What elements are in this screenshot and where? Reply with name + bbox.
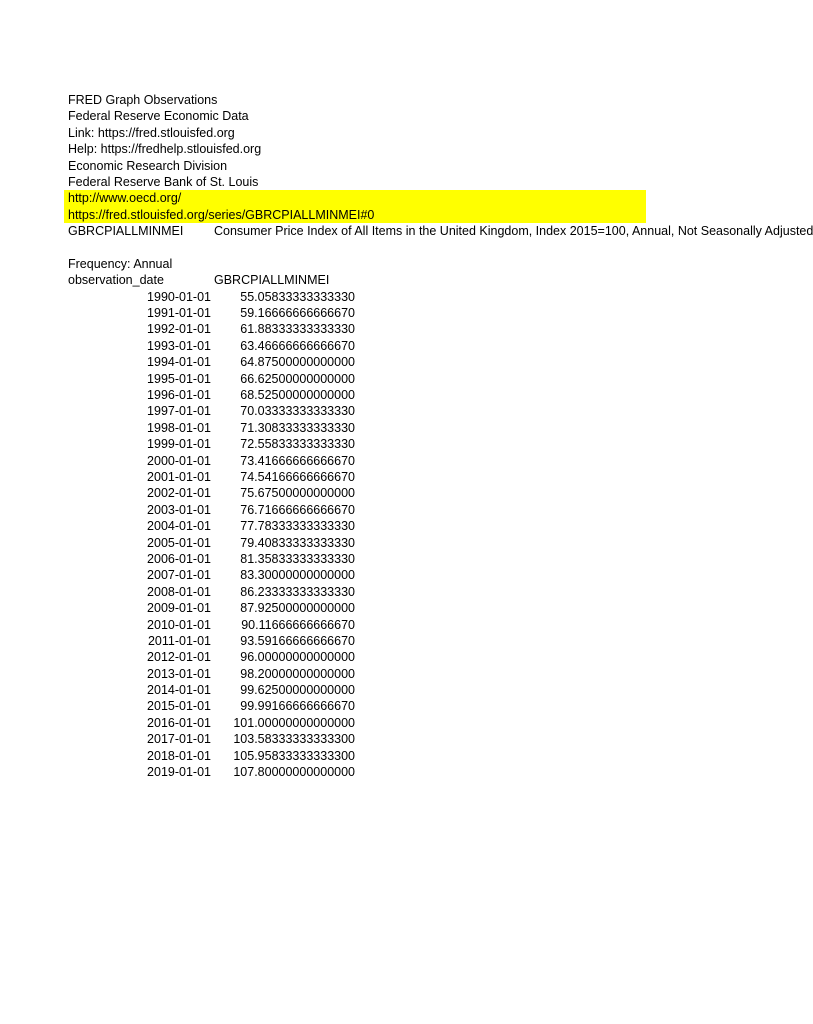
series-row bbox=[0, 223, 813, 239]
observation-value-cell: 79.40833333333330 bbox=[240, 535, 355, 550]
observation-date-cell: 2006-01-01 bbox=[147, 551, 211, 566]
blank-row bbox=[0, 240, 768, 256]
table-row bbox=[0, 420, 768, 436]
observation-date-cell: 2007-01-01 bbox=[147, 568, 211, 583]
source-name: Federal Reserve Economic Data bbox=[68, 109, 249, 124]
observation-date-cell: 1995-01-01 bbox=[147, 371, 211, 386]
observation-value-cell: 105.95833333333300 bbox=[233, 748, 355, 763]
observation-date-cell: 2003-01-01 bbox=[147, 502, 211, 517]
observation-value-cell: 63.46666666666670 bbox=[240, 338, 355, 353]
spreadsheet bbox=[0, 92, 813, 780]
observation-value-cell: 68.52500000000000 bbox=[240, 388, 355, 403]
table-row bbox=[0, 649, 768, 665]
observation-value-cell: 96.00000000000000 bbox=[240, 650, 355, 665]
observation-value-cell: 99.99166666666670 bbox=[240, 699, 355, 714]
observation-date-cell: 2017-01-01 bbox=[147, 732, 211, 747]
header-row bbox=[0, 174, 768, 190]
data-table-body bbox=[0, 289, 768, 781]
observation-date-cell: 1992-01-01 bbox=[147, 322, 211, 337]
observation-value-cell: 101.00000000000000 bbox=[233, 715, 355, 730]
observation-value-cell: 83.30000000000000 bbox=[240, 568, 355, 583]
sheet-title: FRED Graph Observations bbox=[68, 93, 218, 107]
observation-date-cell: 1996-01-01 bbox=[147, 388, 211, 403]
highlighted-row bbox=[0, 207, 768, 223]
help-text: Help: https://fredhelp.stlouisfed.org bbox=[68, 142, 262, 157]
table-row bbox=[0, 731, 768, 747]
column-header-date: observation_date bbox=[68, 273, 164, 288]
table-row bbox=[0, 469, 768, 485]
table-row bbox=[0, 502, 768, 518]
observation-value-cell: 99.62500000000000 bbox=[240, 683, 355, 698]
observation-date-cell: 2013-01-01 bbox=[147, 666, 211, 681]
frequency-text: Frequency: Annual bbox=[68, 256, 173, 271]
table-row bbox=[0, 682, 768, 698]
observation-date-cell: 2016-01-01 bbox=[147, 715, 211, 730]
observation-value-cell: 61.88333333333330 bbox=[240, 322, 355, 337]
observation-date-cell: 2005-01-01 bbox=[147, 535, 211, 550]
bank-text: Federal Reserve Bank of St. Louis bbox=[68, 174, 259, 189]
table-row bbox=[0, 338, 768, 354]
observation-value-cell: 90.11666666666670 bbox=[241, 617, 355, 632]
observation-value-cell: 64.87500000000000 bbox=[240, 355, 355, 370]
observation-value-cell: 76.71666666666670 bbox=[240, 502, 355, 517]
observation-value-cell: 59.16666666666670 bbox=[240, 306, 355, 321]
observation-value-cell: 55.05833333333330 bbox=[240, 289, 355, 304]
table-row bbox=[0, 289, 768, 305]
column-header-value: GBRCPIALLMINMEI bbox=[214, 273, 330, 288]
highlighted-row bbox=[0, 190, 768, 206]
observation-date-cell: 2008-01-01 bbox=[147, 584, 211, 599]
observation-value-cell: 73.41666666666670 bbox=[240, 453, 355, 468]
observation-date-cell: 2009-01-01 bbox=[147, 601, 211, 616]
observation-value-cell: 86.23333333333330 bbox=[240, 584, 355, 599]
observation-date-cell: 2002-01-01 bbox=[147, 486, 211, 501]
observation-date-cell: 2015-01-01 bbox=[147, 699, 211, 714]
observation-value-cell: 70.03333333333330 bbox=[240, 404, 355, 419]
table-row bbox=[0, 764, 768, 780]
table-row bbox=[0, 387, 768, 403]
observation-value-cell: 98.20000000000000 bbox=[240, 666, 355, 681]
series-description: Consumer Price Index of All Items in the United Kingdom, Index 2015=100, Annual, Not Seasonally Adjusted bbox=[214, 224, 813, 239]
table-row bbox=[0, 321, 768, 337]
observation-value-cell: 77.78333333333330 bbox=[240, 519, 355, 534]
observation-date-cell: 1991-01-01 bbox=[147, 306, 211, 321]
observation-value-cell: 66.62500000000000 bbox=[240, 371, 355, 386]
table-row bbox=[0, 371, 768, 387]
table-header-row bbox=[0, 272, 768, 288]
observation-date-cell: 2014-01-01 bbox=[147, 683, 211, 698]
table-row bbox=[0, 305, 768, 321]
table-row bbox=[0, 518, 768, 534]
division-text: Economic Research Division bbox=[68, 158, 228, 173]
observation-date-cell: 1997-01-01 bbox=[147, 404, 211, 419]
header-row bbox=[0, 125, 768, 141]
observation-value-cell: 87.92500000000000 bbox=[240, 601, 355, 616]
table-row bbox=[0, 666, 768, 682]
observation-date-cell: 2004-01-01 bbox=[147, 519, 211, 534]
observation-date-cell: 2011-01-01 bbox=[147, 633, 211, 648]
observation-value-cell: 107.80000000000000 bbox=[233, 765, 355, 780]
header-row bbox=[0, 141, 768, 157]
series-id: GBRCPIALLMINMEI bbox=[68, 224, 184, 239]
header-row bbox=[0, 158, 768, 174]
table-row bbox=[0, 535, 768, 551]
observation-date-cell: 2010-01-01 bbox=[147, 617, 211, 632]
observation-value-cell: 81.35833333333330 bbox=[240, 551, 355, 566]
table-row bbox=[0, 748, 768, 764]
observation-value-cell: 103.58333333333300 bbox=[233, 732, 355, 747]
table-row bbox=[0, 485, 768, 501]
observation-date-cell: 1990-01-01 bbox=[147, 289, 211, 304]
table-row bbox=[0, 584, 768, 600]
header-row bbox=[0, 108, 768, 124]
table-row bbox=[0, 698, 768, 714]
observation-date-cell: 2000-01-01 bbox=[147, 453, 211, 468]
table-row bbox=[0, 600, 768, 616]
observation-date-cell: 1998-01-01 bbox=[147, 420, 211, 435]
header-row bbox=[0, 92, 768, 108]
table-row bbox=[0, 633, 768, 649]
observation-date-cell: 2001-01-01 bbox=[147, 469, 211, 484]
observation-date-cell: 1999-01-01 bbox=[147, 437, 211, 452]
table-row bbox=[0, 354, 768, 370]
table-row bbox=[0, 436, 768, 452]
table-row bbox=[0, 715, 768, 731]
observation-value-cell: 71.30833333333330 bbox=[240, 420, 355, 435]
table-row bbox=[0, 567, 768, 583]
table-row bbox=[0, 617, 768, 633]
oecd-link[interactable]: http://www.oecd.org/ bbox=[68, 191, 182, 206]
table-row bbox=[0, 453, 768, 469]
observation-date-cell: 1994-01-01 bbox=[147, 355, 211, 370]
observation-value-cell: 72.55833333333330 bbox=[240, 437, 355, 452]
table-row bbox=[0, 551, 768, 567]
frequency-row bbox=[0, 256, 768, 272]
observation-date-cell: 2019-01-01 bbox=[147, 765, 211, 780]
series-link[interactable]: https://fred.stlouisfed.org/series/GBRCPIALLMINMEI#0 bbox=[68, 207, 375, 222]
link-text: Link: https://fred.stlouisfed.org bbox=[68, 125, 235, 140]
observation-value-cell: 75.67500000000000 bbox=[240, 486, 355, 501]
observation-date-cell: 1993-01-01 bbox=[147, 338, 211, 353]
observation-value-cell: 74.54166666666670 bbox=[240, 469, 355, 484]
observation-value-cell: 93.59166666666670 bbox=[240, 633, 355, 648]
observation-date-cell: 2018-01-01 bbox=[147, 748, 211, 763]
observation-date-cell: 2012-01-01 bbox=[147, 650, 211, 665]
table-row bbox=[0, 403, 768, 419]
